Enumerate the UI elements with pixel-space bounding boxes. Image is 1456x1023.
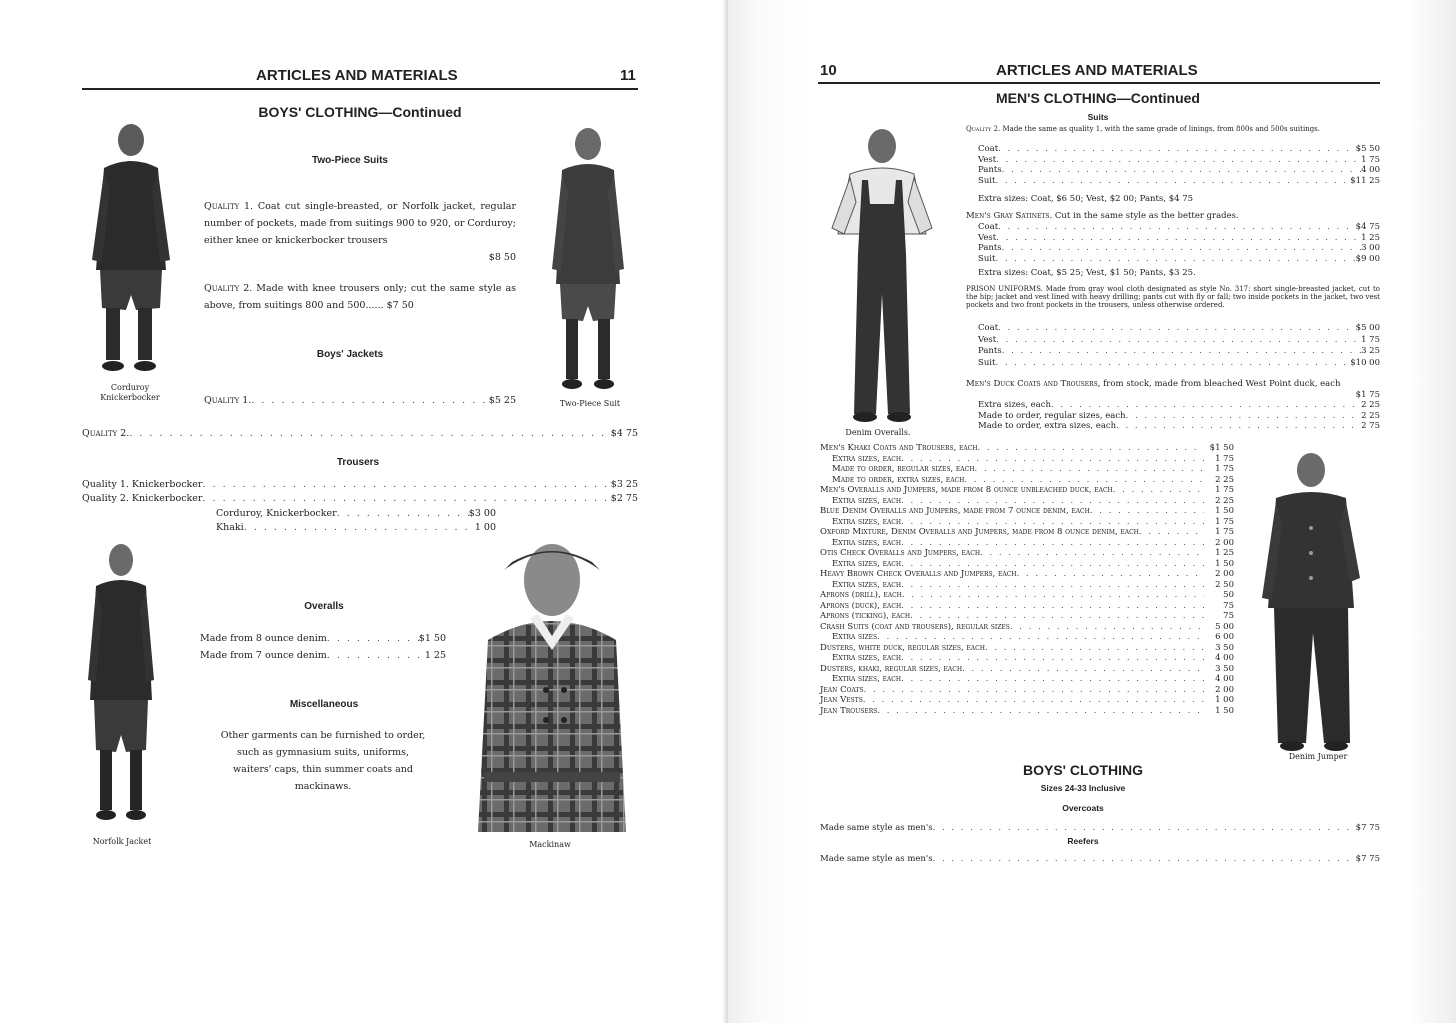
- price-list-label: Blue Denim Overalls and Jumpers, made from 7 ounce denim, each: [820, 506, 1090, 516]
- caption-denim-jumper: Denim Jumper: [1288, 752, 1348, 761]
- page-number-right: 10: [820, 62, 837, 79]
- price-list-row: [820, 695, 1234, 706]
- price-list-price: 1 25: [1215, 548, 1234, 558]
- quality2-list: [978, 144, 1380, 186]
- trousers-q1-label: Quality 1. Knickerbocker: [82, 479, 203, 490]
- prison-row: Suit . . . $10 00: [978, 358, 1380, 370]
- duck-coats-list: [978, 400, 1380, 432]
- q2-row: Vest . . . 1 75: [978, 155, 1380, 166]
- trousers-q1-row: [82, 478, 638, 492]
- quality2-price: $7 50: [386, 300, 414, 311]
- price-list-price: 1 00: [1215, 695, 1234, 705]
- price-list-price: 1 75: [1215, 527, 1234, 537]
- price-list-row: [820, 569, 1234, 580]
- prison-row: Vest . . . 1 75: [978, 335, 1380, 347]
- overalls-row-1: [200, 630, 446, 647]
- caption-mackinaw: Mackinaw: [529, 840, 571, 849]
- quality2-paragraph-right: [966, 125, 1380, 134]
- price-list-price: 2 00: [1215, 537, 1234, 548]
- satinets-row: Vest . . . 1 25: [978, 233, 1380, 244]
- price-list-label: Extra sizes, each: [832, 453, 902, 464]
- reefers-label: Made same style as men's: [820, 854, 933, 864]
- quality2-extra: Extra sizes: Coat, $6 50; Vest, $2 00; Pants, $4 75: [978, 194, 1194, 204]
- price-list-label: Extra sizes, each: [832, 579, 902, 590]
- section-title: BOYS' CLOTHING—Continued: [258, 104, 462, 120]
- suits-heading: Suits: [1087, 112, 1109, 122]
- jackets-q1-row: [204, 392, 516, 409]
- price-list-price: 75: [1223, 600, 1234, 611]
- satinets-row: Pants . . . 3 00: [978, 243, 1380, 254]
- mens-quality2-label: Quality 2.: [966, 125, 1001, 133]
- price-list-price: 75: [1223, 611, 1234, 621]
- price-list-price: 50: [1223, 590, 1234, 600]
- price-list-label: Men's Khaki Coats and Trousers, each: [820, 443, 978, 453]
- price-list-row: [820, 664, 1234, 675]
- price-list-price: 1 75: [1215, 485, 1234, 495]
- caption-two-piece: Two-Piece Suit: [559, 399, 621, 408]
- prison-uniforms-paragraph: [966, 285, 1380, 309]
- header-rule: [82, 88, 638, 90]
- price-list-label: Made to order, extra sizes, each: [832, 474, 965, 485]
- price-list-price: 2 50: [1215, 579, 1234, 590]
- figure-corduroy-knickerbocker: [86, 120, 176, 375]
- trousers-corduroy-price: $3 00: [468, 508, 496, 519]
- price-list-row: [820, 706, 1234, 717]
- quality1-label: Quality 1.: [204, 201, 254, 212]
- prison-uniforms-label: PRISON UNIFORMS.: [966, 285, 1043, 293]
- price-list-price: 4 00: [1215, 674, 1234, 684]
- figure-two-piece-suit: [548, 124, 628, 394]
- price-list-price: 3 50: [1215, 642, 1234, 653]
- price-list-row: [820, 643, 1234, 654]
- duck-row: Made to order, extra sizes, each . . . 2 75: [978, 421, 1380, 432]
- overalls-price-1: $1 50: [418, 633, 446, 644]
- price-list-label: Otis Check Overalls and Jumpers, each: [820, 548, 981, 558]
- figure-norfolk-jacket: [86, 540, 156, 825]
- gray-satinets-extra: Extra sizes: Coat, $5 25; Vest, $1 50; Pants, $3 25.: [978, 268, 1196, 278]
- trousers-corduroy-label: Corduroy, Knickerbocker: [216, 508, 337, 519]
- price-list-row: [820, 548, 1234, 559]
- trousers-khaki-label: Khaki: [216, 522, 244, 533]
- misc-text: Other garments can be furnished to order, such as gymnasium suits, uniforms, waiters' caps, thin summer coats and mackinaws.: [220, 730, 426, 792]
- overalls-row-2: [200, 647, 446, 664]
- price-list-label: Men's Overalls and Jumpers, made from 8 ounce unbleached duck, each: [820, 485, 1113, 495]
- mens-section-title: MEN'S CLOTHING—Continued: [996, 90, 1200, 106]
- prison-row: Pants . . . 3 25: [978, 346, 1380, 358]
- overcoats-heading: Overcoats: [1062, 803, 1104, 813]
- figure-denim-jumper: [1256, 448, 1366, 753]
- caption-corduroy: Corduroy Knickerbocker: [100, 383, 160, 402]
- figure-denim-overalls: [826, 124, 938, 424]
- overalls-heading: Overalls: [304, 601, 344, 612]
- price-list-price: 1 50: [1215, 506, 1234, 516]
- price-list-label: Dusters, khaki, regular sizes, each: [820, 663, 963, 674]
- price-list-price: 2 00: [1215, 684, 1234, 695]
- trousers-q2-price: $2 75: [610, 493, 638, 504]
- price-list-row: [820, 527, 1234, 538]
- boys-jackets-heading: Boys' Jackets: [316, 349, 384, 360]
- price-list-label: Jean Coats: [820, 684, 864, 695]
- gray-satinets-list: [978, 222, 1380, 264]
- price-list-price: 2 00: [1215, 569, 1234, 579]
- prison-row: Coat . . . $5 00: [978, 323, 1380, 335]
- quality1-text: Coat cut single-breasted, or Norfolk jacket, regular number of pockets, made from suitings 900 to 920, or Corduroy; either knee or knickerbocker trousers: [204, 201, 516, 246]
- prison-uniforms-text: Made from gray wool cloth designated as style No. 317: short single-breasted jacket, cut to the hip; jacket and vest lined with heavy drilling; pants cut with fly or fall; two inside pockets in the jacket, two vest pockets and two front pockets in the trousers, unless otherwise ordered.: [966, 285, 1381, 309]
- price-list-row: [820, 559, 1234, 570]
- quality1-price: $8 50: [470, 249, 516, 266]
- two-piece-heading: Two-Piece Suits: [312, 155, 388, 166]
- price-list-row: [820, 496, 1234, 507]
- jackets-q2-price: $4 75: [610, 428, 638, 439]
- price-list-row: [820, 590, 1234, 601]
- price-list-label: Oxford Mixture, Denim Overalls and Jumpers, made from 8 ounce denim, each: [820, 527, 1139, 537]
- running-head-left: ARTICLES AND MATERIALS: [256, 67, 458, 84]
- price-list-row: [820, 601, 1234, 612]
- trousers-q1-price: $3 25: [610, 479, 638, 490]
- satinets-row: Coat . . . $4 75: [978, 222, 1380, 233]
- jackets-q2-label: Quality 2.: [82, 428, 130, 439]
- trousers-corduroy-row: [216, 507, 496, 521]
- quality2-paragraph: [204, 280, 516, 314]
- overcoats-row: [820, 823, 1380, 834]
- jackets-q2-row: [82, 425, 638, 442]
- price-list-price: 2 25: [1215, 495, 1234, 506]
- price-list-price: 1 50: [1215, 558, 1234, 569]
- price-list-row: [820, 454, 1234, 465]
- price-list-label: Crash Suits (coat and trousers), regular sizes: [820, 621, 1010, 632]
- price-list-price: 1 75: [1215, 516, 1234, 527]
- price-list-label: Aprons (drill), each: [820, 590, 902, 600]
- reefers-price: $7 75: [1355, 854, 1380, 864]
- mens-quality2-text: Made the same as quality 1, with the same grade of linings, from 800s and 500s suitings.: [1002, 125, 1320, 133]
- price-list-label: Extra sizes, each: [832, 653, 902, 663]
- quality2-label: Quality 2.: [204, 283, 253, 294]
- q2-row: Coat . . . $5 50: [978, 144, 1380, 155]
- overalls-label-2: Made from 7 ounce denim: [200, 650, 327, 661]
- price-list-price: 3 50: [1215, 663, 1234, 674]
- price-list-label: Extra sizes: [832, 632, 878, 642]
- price-list-label: Jean Trousers: [820, 705, 878, 716]
- price-list-row: [820, 653, 1234, 664]
- price-list-row: [820, 485, 1234, 496]
- price-list-row: [820, 538, 1234, 549]
- q2-row: Pants . . . 4 00: [978, 165, 1380, 176]
- overalls-label-1: Made from 8 ounce denim: [200, 633, 327, 644]
- price-list-price: 1 75: [1215, 453, 1234, 464]
- reefers-heading: Reefers: [1067, 836, 1099, 846]
- price-list-price: 1 50: [1215, 705, 1234, 716]
- price-list-row: [820, 580, 1234, 591]
- price-list-price: 6 00: [1215, 632, 1234, 642]
- prison-uniforms-list: [978, 323, 1380, 369]
- caption-denim-overalls: Denim Overalls.: [845, 428, 911, 437]
- price-list-row: [820, 475, 1234, 486]
- jackets-q1-label: Quality 1.: [204, 395, 252, 406]
- price-list-row: [820, 622, 1234, 633]
- price-list-label: Jean Vests: [820, 695, 863, 705]
- price-list-label: Extra sizes, each: [832, 537, 902, 548]
- duck-coats-price: $1 75: [1328, 390, 1380, 401]
- price-list-label: Extra sizes, each: [832, 674, 902, 684]
- gray-satinets-text: Cut in the same style as the better grades.: [1054, 211, 1239, 221]
- gray-satinets-paragraph: [966, 211, 1380, 222]
- price-list-label: Aprons (ticking), each: [820, 611, 911, 621]
- price-list-price: 2 25: [1215, 474, 1234, 485]
- price-list-label: Heavy Brown Check Overalls and Jumpers, each: [820, 569, 1017, 579]
- duck-coats-label: Men's Duck Coats and Trousers,: [966, 379, 1101, 389]
- trousers-heading: Trousers: [336, 457, 380, 468]
- duck-row: Made to order, regular sizes, each . . . 2 25: [978, 411, 1380, 422]
- price-list-row: [820, 464, 1234, 475]
- price-list-label: Aprons (duck), each: [820, 600, 902, 611]
- price-list-price: 5 00: [1215, 621, 1234, 632]
- price-list-price: 1 75: [1215, 464, 1234, 474]
- quality1-paragraph: [204, 198, 516, 249]
- figure-mackinaw: [474, 540, 630, 835]
- duck-row: Extra sizes, each . . . 2 25: [978, 400, 1380, 411]
- trousers-khaki-row: [216, 521, 496, 535]
- q2-row: Suit . . . $11 25: [978, 176, 1380, 187]
- running-head-right: ARTICLES AND MATERIALS: [996, 62, 1198, 79]
- price-list-price: 4 00: [1215, 653, 1234, 663]
- lower-price-list: [820, 443, 1234, 716]
- price-list-row: [820, 506, 1234, 517]
- header-rule-right: [818, 82, 1380, 84]
- overcoats-label: Made same style as men's: [820, 823, 933, 833]
- caption-norfolk: Norfolk Jacket: [92, 837, 152, 846]
- misc-heading: Miscellaneous: [289, 699, 359, 710]
- price-list-row: [820, 674, 1234, 685]
- price-list-label: Extra sizes, each: [832, 558, 902, 569]
- price-list-row: [820, 685, 1234, 696]
- trousers-khaki-price: 1 00: [474, 522, 496, 533]
- price-list-row: [820, 517, 1234, 528]
- trousers-q2-row: [82, 492, 638, 506]
- price-list-row: [820, 443, 1234, 454]
- boys-sizes-subtitle: Sizes 24-33 Inclusive: [1040, 783, 1126, 793]
- overcoats-price: $7 75: [1355, 823, 1380, 833]
- satinets-row: Suit . . . $9 00: [978, 254, 1380, 265]
- price-list-row: [820, 611, 1234, 622]
- price-list-label: Made to order, regular sizes, each: [832, 464, 975, 474]
- quality2-text: Made with knee trousers only; cut the same style as above, from suitings 800 and 500......: [204, 283, 516, 311]
- price-list-label: Extra sizes, each: [832, 516, 902, 527]
- price-list-label: Dusters, white duck, regular sizes, each: [820, 642, 985, 653]
- overalls-price-2: 1 25: [424, 650, 446, 661]
- page-number-left: 11: [620, 67, 636, 84]
- reefers-row: [820, 854, 1380, 865]
- price-list-label: Extra sizes, each: [832, 495, 902, 506]
- duck-coats-paragraph: [966, 379, 1380, 390]
- jackets-q1-price: $5 25: [488, 395, 516, 406]
- trousers-q2-label: Quality 2. Knickerbocker: [82, 493, 203, 504]
- price-list-row: [820, 632, 1234, 643]
- price-list-price: $1 50: [1209, 443, 1234, 453]
- boys-clothing-title: BOYS' CLOTHING: [1023, 762, 1143, 778]
- duck-coats-text: from stock, made from bleached West Point duck, each: [1103, 379, 1341, 389]
- gray-satinets-label: Men's Gray Satinets.: [966, 211, 1053, 221]
- right-page: [728, 0, 1456, 1023]
